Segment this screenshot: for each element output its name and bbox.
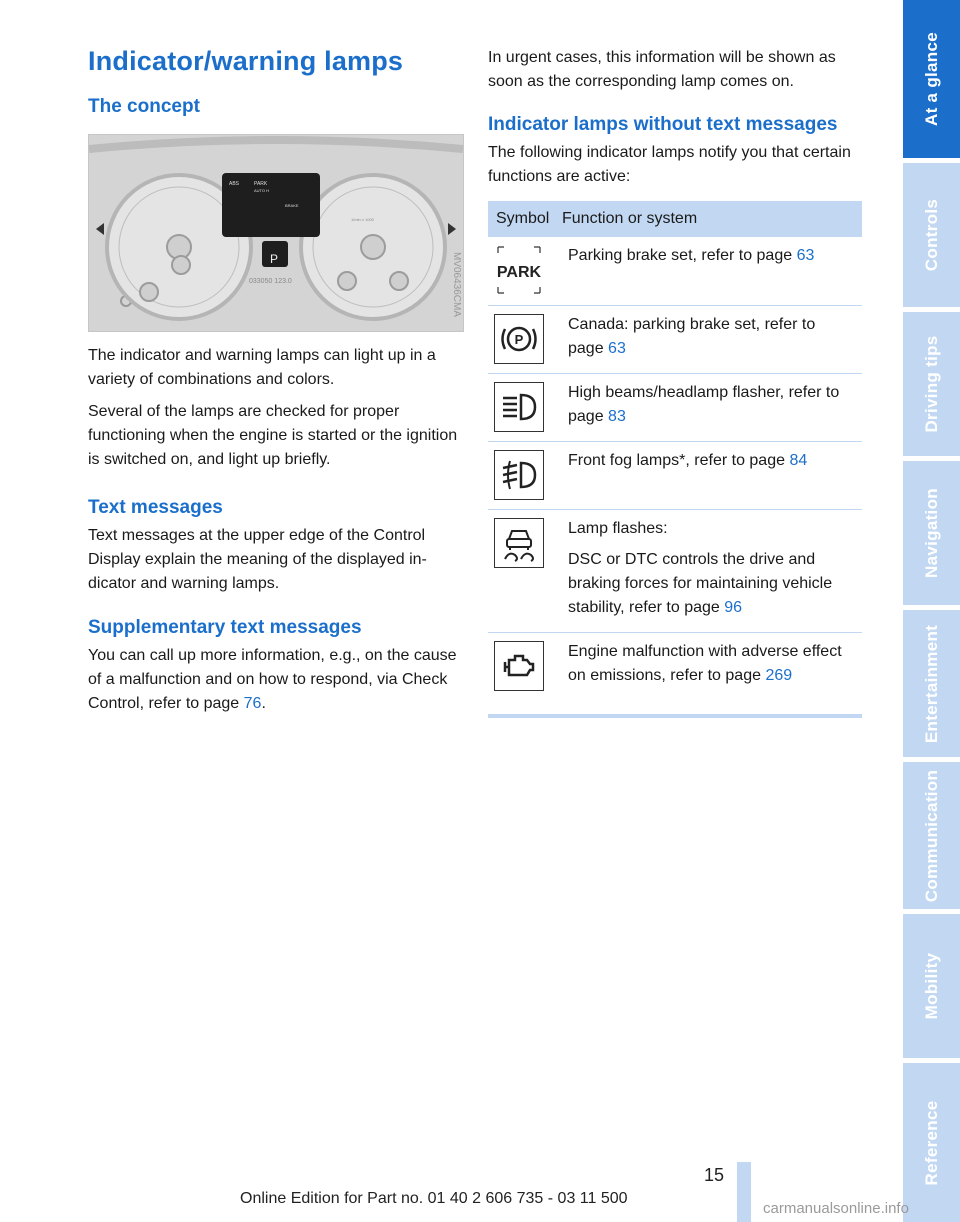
function-cell: Parking brake set, refer to page 63 bbox=[562, 237, 862, 305]
chapter-sidebar bbox=[903, 0, 960, 1222]
page-number: 15 bbox=[704, 1165, 725, 1185]
text-messages-heading: Text messages bbox=[88, 497, 223, 518]
svg-text:PARK: PARK bbox=[496, 264, 542, 281]
table-row bbox=[488, 509, 862, 632]
instrument-cluster-image bbox=[88, 134, 464, 332]
column-header-symbol: Symbol bbox=[488, 201, 562, 237]
instrument-cluster-illustration bbox=[89, 135, 463, 331]
lamps-lead: The following indicator lamps notify you that certain functions are active: bbox=[488, 144, 851, 185]
function-cell: Canada: parking brake set, refer to page 63 bbox=[562, 305, 862, 373]
park-label: PARK bbox=[254, 181, 268, 187]
park-p-label: P bbox=[269, 252, 279, 266]
edition-footer: Online Edition for Part no. 01 40 2 606 735 - 03 11 500 bbox=[240, 1190, 628, 1207]
tab-at-a-glance[interactable]: At a glance bbox=[903, 0, 960, 158]
page-link-83[interactable]: 83 bbox=[608, 407, 626, 425]
page-marker-bar bbox=[737, 1162, 751, 1222]
tab-mobility[interactable]: Mobility bbox=[903, 914, 960, 1058]
abs-label: ABS bbox=[229, 181, 240, 187]
page-link-96[interactable]: 96 bbox=[724, 598, 743, 616]
page-link-269[interactable]: 269 bbox=[765, 666, 793, 684]
concept-paragraph-1: The indicator and warning lamps can light up in a variety of combinations and colors. bbox=[88, 347, 436, 388]
concept-heading: The concept bbox=[88, 96, 200, 117]
park-brake-icon bbox=[494, 245, 544, 295]
supplementary-end: . bbox=[261, 695, 266, 712]
page-link-76[interactable]: 76 bbox=[243, 695, 262, 712]
text-messages-paragraph: Text messages at the upper edge of the Control Display explain the meaning of the displayed indicator and warning lamps. bbox=[88, 527, 427, 592]
tab-navigation[interactable]: Navigation bbox=[903, 461, 960, 605]
svg-text:P: P bbox=[514, 331, 524, 347]
odometer-readout: 033050 123.0 bbox=[249, 278, 292, 285]
table-row bbox=[488, 441, 862, 509]
tab-reference[interactable]: Reference bbox=[903, 1063, 960, 1222]
concept-paragraph-2: Several of the lamps are checked for proper functioning when the engine is started or the ignition is switched on, and light up briefly. bbox=[88, 403, 458, 468]
page-link-84[interactable]: 84 bbox=[789, 451, 808, 469]
tab-entertainment[interactable]: Entertainment bbox=[903, 610, 960, 757]
table-header-row bbox=[488, 201, 862, 237]
supplementary-heading: Supplementary text messages bbox=[88, 617, 362, 638]
front-fog-lamp-icon bbox=[494, 450, 544, 500]
watermark: carmanualsonline.info bbox=[763, 1200, 909, 1217]
tachometer-unit: 1/min x 1000 bbox=[351, 217, 374, 222]
dsc-dtc-icon bbox=[494, 518, 544, 568]
indicator-lamps-table bbox=[488, 201, 862, 718]
auto-h-label: AUTO H bbox=[254, 188, 270, 193]
function-cell: High beams/headlamp flasher, refer to page 83 bbox=[562, 373, 862, 441]
brake-label: BRAKE bbox=[285, 203, 299, 208]
tab-controls[interactable]: Controls bbox=[903, 163, 960, 307]
page-title: Indicator/warning lamps bbox=[88, 46, 404, 76]
tab-driving-tips[interactable]: Driving tips bbox=[903, 312, 960, 456]
supplementary-text: You can call up more information, e.g., on the cause of a malfunction and on how to respond, via Check Control, refer to page bbox=[88, 647, 457, 712]
page-link-63[interactable]: 63 bbox=[796, 247, 815, 264]
lamps-heading: Indicator lamps without text messages bbox=[488, 114, 838, 135]
table-row bbox=[488, 373, 862, 441]
page-link-63[interactable]: 63 bbox=[608, 339, 626, 357]
function-cell: Lamp flashes: DSC or DTC controls the drive and braking forces for maintaining vehicle stability, refer to page 96 bbox=[562, 509, 862, 632]
function-cell: Front fog lamps*, refer to page 84 bbox=[562, 441, 862, 509]
engine-malfunction-icon bbox=[494, 641, 544, 691]
table-row bbox=[488, 632, 862, 716]
left-column bbox=[88, 44, 464, 716]
supplementary-paragraph bbox=[88, 644, 464, 716]
right-column bbox=[488, 46, 862, 718]
canada-park-brake-icon bbox=[494, 314, 544, 364]
column-header-function: Function or system bbox=[562, 201, 862, 237]
image-code: MV06436CMA bbox=[451, 252, 462, 318]
high-beam-icon bbox=[494, 382, 544, 432]
function-cell: Engine malfunction with adverse effect on emissions, refer to page 269 bbox=[562, 632, 862, 716]
tab-communication[interactable]: Communication bbox=[903, 762, 960, 909]
table-row bbox=[488, 237, 862, 305]
table-row bbox=[488, 305, 862, 373]
intro-paragraph: In urgent cases, this information will be shown as soon as the corresponding lamp comes on. bbox=[488, 49, 836, 90]
